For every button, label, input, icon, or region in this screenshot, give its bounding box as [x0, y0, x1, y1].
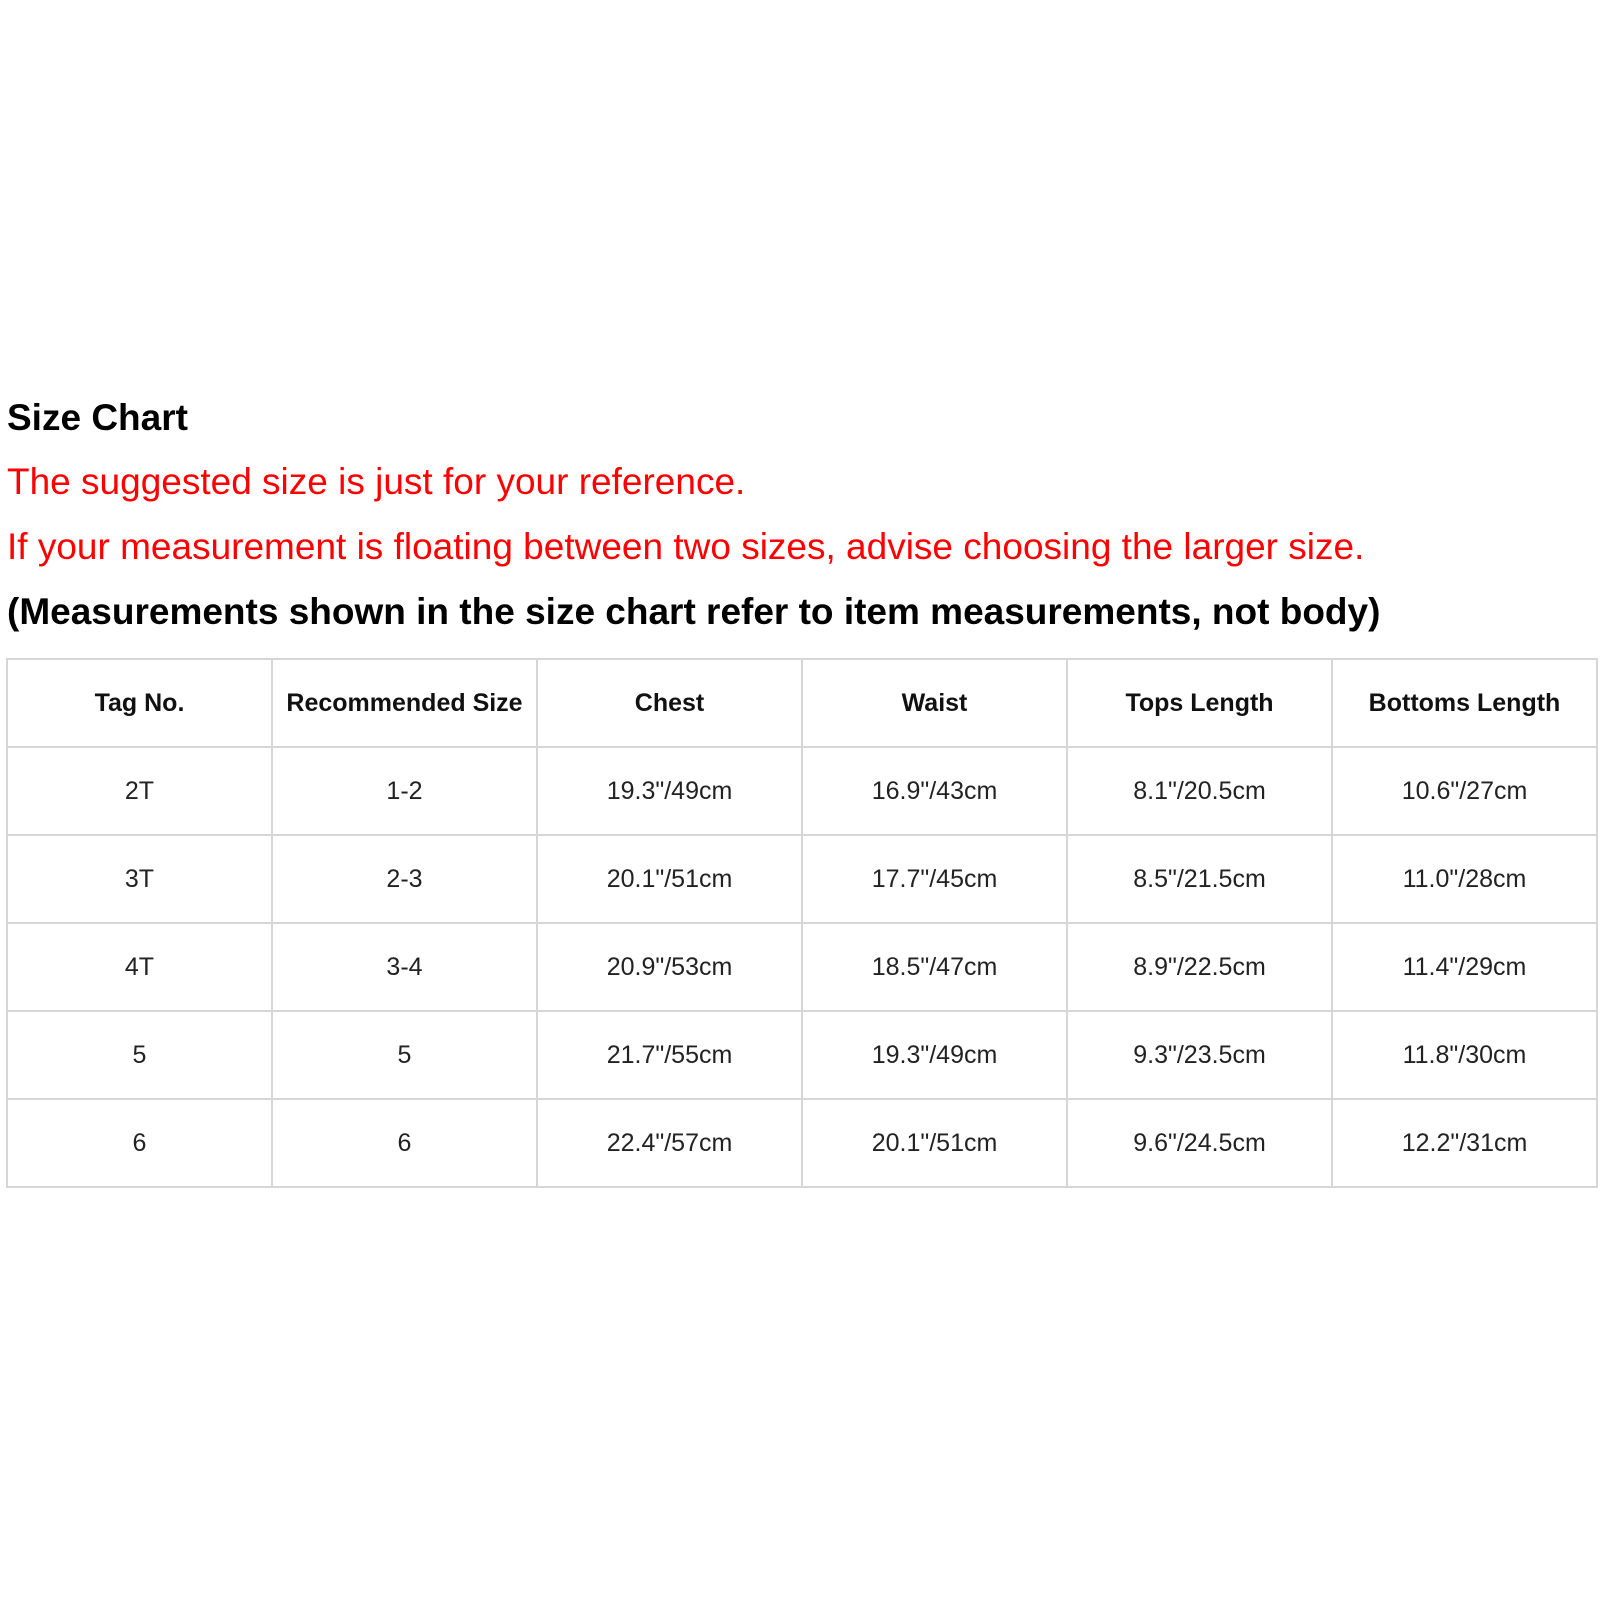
reference-note: The suggested size is just for your reference. [7, 461, 746, 502]
cell-chest: 20.9"/53cm [537, 923, 802, 1011]
cell-tops-length: 9.6"/24.5cm [1067, 1099, 1332, 1187]
cell-bottoms-length: 11.4"/29cm [1332, 923, 1597, 1011]
cell-chest: 21.7"/55cm [537, 1011, 802, 1099]
page-title: Size Chart [7, 397, 188, 438]
header-tag-no: Tag No. [7, 659, 272, 747]
cell-tops-length: 8.9"/22.5cm [1067, 923, 1332, 1011]
table-row [7, 923, 1597, 1011]
measurement-disclaimer: (Measurements shown in the size chart refer to item measurements, not body) [7, 591, 1381, 632]
cell-bottoms-length: 12.2"/31cm [1332, 1099, 1597, 1187]
header-bottoms-length: Bottoms Length [1332, 659, 1597, 747]
cell-tag-no: 6 [7, 1099, 272, 1187]
cell-bottoms-length: 10.6"/27cm [1332, 747, 1597, 835]
header-row [7, 659, 1597, 747]
table-row [7, 1099, 1597, 1187]
sizing-advice-note: If your measurement is floating between two sizes, advise choosing the larger size. [7, 526, 1365, 567]
cell-recommended-size: 1-2 [272, 747, 537, 835]
cell-tops-length: 8.5"/21.5cm [1067, 835, 1332, 923]
cell-chest: 20.1"/51cm [537, 835, 802, 923]
header-waist: Waist [802, 659, 1067, 747]
cell-chest: 22.4"/57cm [537, 1099, 802, 1187]
header-tops-length: Tops Length [1067, 659, 1332, 747]
cell-waist: 20.1"/51cm [802, 1099, 1067, 1187]
cell-tops-length: 8.1"/20.5cm [1067, 747, 1332, 835]
cell-recommended-size: 6 [272, 1099, 537, 1187]
table-row [7, 1011, 1597, 1099]
header-chest: Chest [537, 659, 802, 747]
header-recommended-size: Recommended Size [272, 659, 537, 747]
cell-recommended-size: 5 [272, 1011, 537, 1099]
cell-waist: 17.7"/45cm [802, 835, 1067, 923]
size-chart-table [6, 658, 1598, 1188]
cell-waist: 16.9"/43cm [802, 747, 1067, 835]
cell-tag-no: 3T [7, 835, 272, 923]
cell-waist: 19.3"/49cm [802, 1011, 1067, 1099]
cell-recommended-size: 3-4 [272, 923, 537, 1011]
cell-tag-no: 2T [7, 747, 272, 835]
cell-tag-no: 5 [7, 1011, 272, 1099]
table-header [7, 659, 1597, 747]
table-row [7, 835, 1597, 923]
cell-tag-no: 4T [7, 923, 272, 1011]
cell-bottoms-length: 11.8"/30cm [1332, 1011, 1597, 1099]
cell-recommended-size: 2-3 [272, 835, 537, 923]
cell-waist: 18.5"/47cm [802, 923, 1067, 1011]
cell-bottoms-length: 11.0"/28cm [1332, 835, 1597, 923]
table-body [7, 747, 1597, 1187]
cell-tops-length: 9.3"/23.5cm [1067, 1011, 1332, 1099]
cell-chest: 19.3"/49cm [537, 747, 802, 835]
table-row [7, 747, 1597, 835]
